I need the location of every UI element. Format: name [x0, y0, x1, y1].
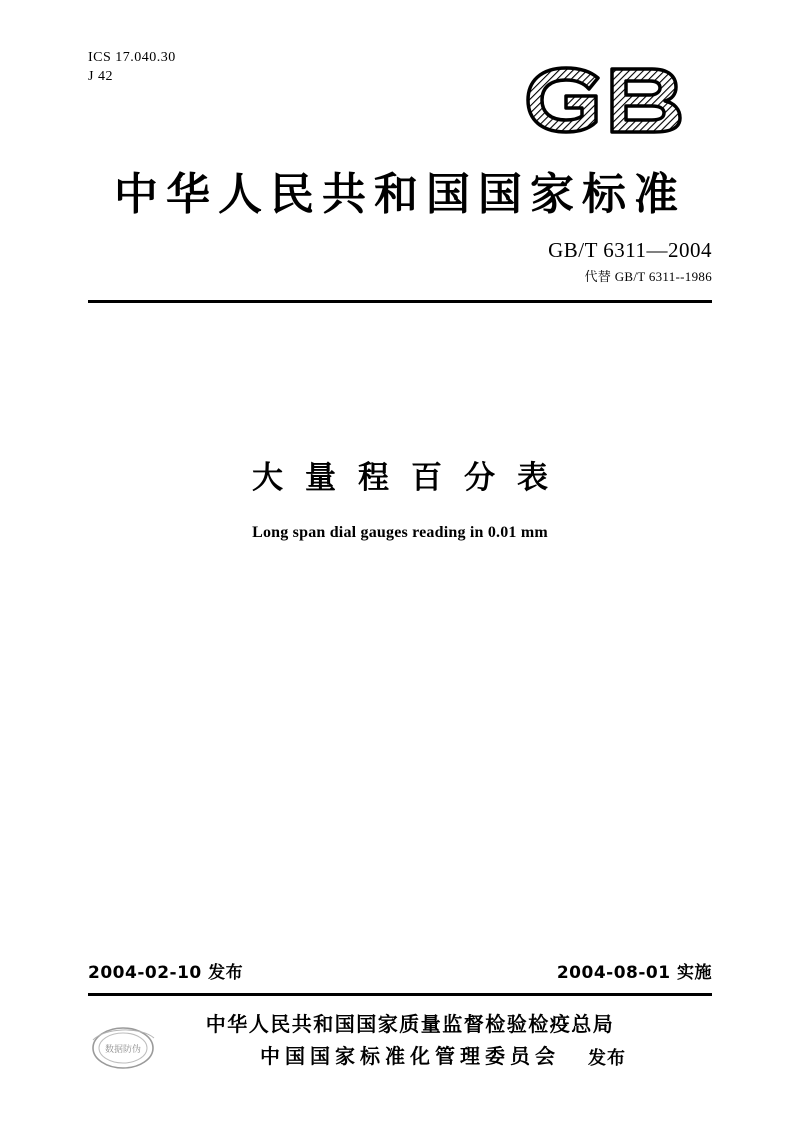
- gb-logo-icon: [524, 62, 704, 138]
- standard-number-block: [548, 238, 712, 285]
- divider-top: [88, 300, 712, 303]
- standard-number: GB/T 6311—2004: [548, 238, 712, 262]
- ics-code: ICS 17.040.30: [88, 50, 176, 65]
- classification-code: J 42: [88, 69, 113, 84]
- ics-block: [88, 48, 176, 86]
- issuer-line-1: 中华人民共和国国家质量监督检验检疫总局: [205, 1012, 615, 1036]
- implementation-date: 2004-08-01 实施: [556, 963, 712, 983]
- issue-verb: 发布: [588, 1048, 626, 1069]
- national-standard-heading: 中华人民共和国国家标准: [114, 169, 686, 220]
- issuer-line-2: 中国国家标准化管理委员会: [260, 1044, 560, 1068]
- dates-row: [88, 958, 712, 983]
- divider-bottom: [88, 993, 712, 996]
- document-title-en: Long span dial gauges reading in 0.01 mm: [252, 524, 548, 541]
- svg-text:数据防伪: 数据防伪: [104, 1045, 142, 1055]
- standard-replaces: 代替 GB/T 6311--1986: [584, 269, 712, 284]
- issue-date: 2004-02-10 发布: [88, 963, 244, 983]
- document-title-cn: 大量程百分表: [252, 460, 570, 496]
